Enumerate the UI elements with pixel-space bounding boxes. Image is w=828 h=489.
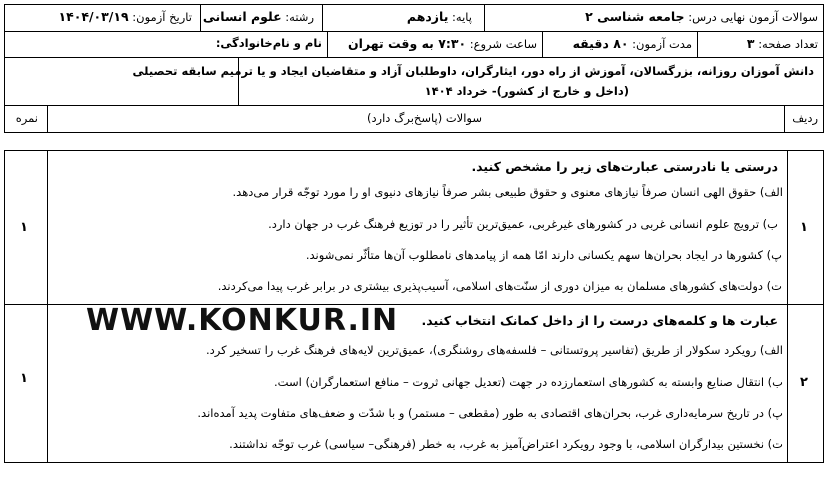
question-1-item-b: ب) ترویج علوم انسانی غربی در کشورهای غیرغربی، عمیق‌ترین تأثیر را در توزیع فرهنگ غرب در جهان دارد. — [268, 217, 778, 231]
exam-duration — [573, 38, 692, 51]
divider — [484, 4, 485, 31]
exam-duration-value: ۸۰ دقیقه — [572, 36, 629, 51]
page-count — [747, 38, 818, 51]
header-border-top — [4, 4, 824, 5]
exam-title-value: جامعه شناسی ۲ — [585, 9, 685, 24]
candidates-line-2: (داخل و خارج از کشور)- خرداد ۱۴۰۴ — [424, 84, 629, 98]
divider — [542, 31, 543, 57]
question-2-item-t: ت) نخستین بیدارگران اسلامی، با وجود رویکرد اعتراض‌آمیز به غرب، به خطر (فرهنگی– سیاسی) غرب توجّه نداشتند. — [229, 437, 783, 451]
header-row1-bottom — [4, 31, 824, 32]
column-row-header: ردیف — [792, 111, 818, 125]
question-1-item-p: پ) کشورها در ایجاد بحران‌ها سهم یکسانی دارند امّا همه از پیامدهای نامطلوب آن‌ها متأثّر نمی‌شوند. — [305, 248, 782, 262]
question-2-score: ۱ — [20, 371, 28, 386]
page-count-label: تعداد صفحه: — [758, 37, 818, 51]
question-2-item-a: الف) رویکرد سکولار از طریق (تفاسیر پروتستانی – فلسفه‌های روشنگری)، عمیق‌ترین لایه‌های فرهنگ غرب را تسخیر کرد. — [206, 343, 783, 357]
header-border-right — [823, 4, 824, 132]
exam-title — [585, 11, 818, 24]
header-row2-bottom — [4, 57, 824, 58]
exam-field — [203, 11, 314, 24]
exam-start — [348, 38, 537, 51]
divider — [200, 4, 201, 31]
question-1-item-t: ت) دولت‌های کشورهای مسلمان به میزان دوری از سنّت‌های اسلامی، آسیب‌پذیری بیشتری در برابر غرب پیدا می‌کردند. — [217, 279, 782, 293]
questions-border-left — [4, 150, 5, 462]
exam-date-value: ۱۴۰۴/۰۳/۱۹ — [58, 9, 129, 24]
exam-grade-label: پایه: — [452, 10, 472, 24]
column-questions-header: سوالات (پاسخ‌برگ دارد) — [366, 111, 482, 125]
header-border-left — [4, 4, 5, 132]
exam-start-value: ۷:۳۰ به وقت تهران — [348, 36, 467, 51]
header-row3-bottom — [4, 105, 824, 106]
row-number-divider — [787, 150, 788, 462]
questions-border-right — [823, 150, 824, 462]
exam-duration-label: مدت آزمون: — [632, 37, 692, 51]
score-divider — [47, 150, 48, 462]
divider — [327, 31, 328, 57]
exam-date-label: تاریخ آزمون: — [132, 10, 192, 24]
candidates-line-1: دانش آموزان روزانه، بزرگسالان، آموزش از راه دور، ایثارگران، داوطلبان آزاد و متقاضیان ایجاد و یا ترمیم سابقه تحصیلی — [132, 64, 814, 78]
question-2-row-number: ۲ — [800, 375, 808, 390]
divider — [322, 4, 323, 31]
exam-title-label: سوالات آزمون نهایی درس: — [688, 10, 818, 24]
exam-grade — [407, 11, 472, 24]
questions-border-top — [4, 150, 824, 151]
exam-field-value: علوم انسانی — [202, 9, 282, 24]
question-1-title: درستی یا نادرستی عبارت‌های زیر را مشخص کنید. — [471, 159, 778, 174]
exam-date — [58, 11, 192, 24]
exam-start-label: ساعت شروع: — [469, 37, 537, 51]
exam-field-label: رشته: — [285, 10, 314, 24]
exam-grade-value: یازدهم — [406, 9, 449, 24]
header-row4-bottom — [4, 132, 824, 133]
question-1-row-number: ۱ — [800, 220, 808, 235]
page-count-value: ۳ — [746, 36, 755, 51]
divider — [784, 105, 785, 132]
question-2-item-p: پ) در تاریخ سرمایه‌داری غرب، بحران‌های اقتصادی به طور (مقطعی – مستمر) و با شدّت و ضعف‌های متفاوت پدید آمده‌اند. — [197, 406, 783, 420]
questions-border-bottom — [4, 462, 824, 463]
question-1-item-a: الف) حقوق الهی انسان صرفاً نیازهای معنوی و حقوق طبیعی بشر صرفاً نیازهای دنیوی او را مورد توجّه قرار می‌دهد. — [232, 185, 783, 199]
question-2-title: عبارت ها و کلمه‌های درست را از داخل کمانک انتخاب کنید. — [421, 313, 778, 328]
question-1-score: ۱ — [20, 220, 28, 235]
student-name-label: نام و نام‌خانوادگی: — [215, 36, 322, 50]
divider — [697, 31, 698, 57]
question-2-item-b: ب) انتقال صنایع وابسته به کشورهای استعمارزده در جهت (تعدیل جهانی ثروت – منافع استعمارگران) است. — [274, 375, 783, 389]
column-score-header: نمره — [15, 111, 38, 125]
konkur-watermark: WWW.KONKUR.IN — [86, 303, 399, 338]
divider — [47, 105, 48, 132]
